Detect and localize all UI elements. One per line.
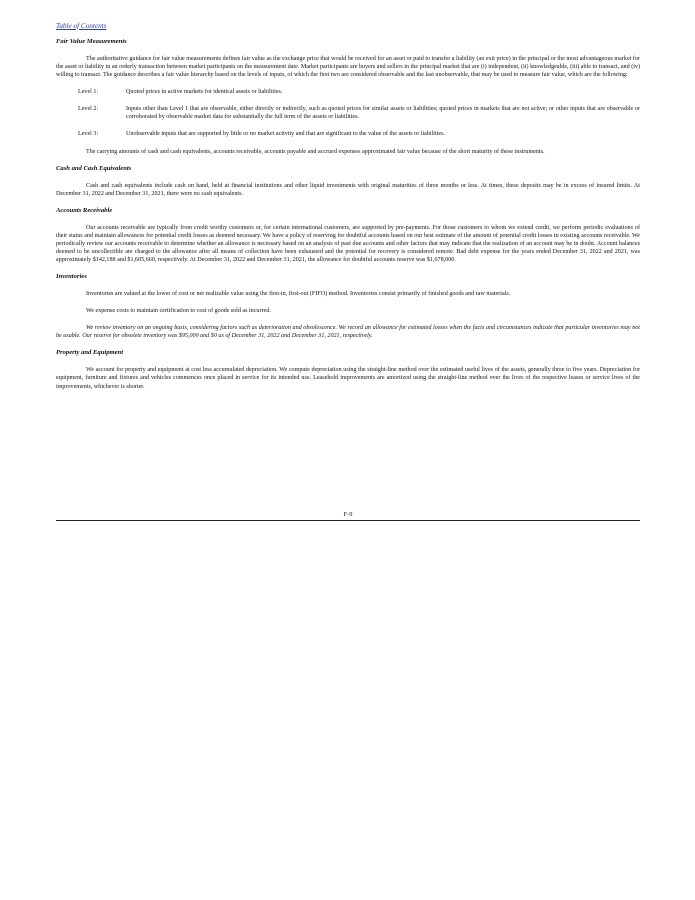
property-heading: Property and Equipment — [56, 349, 124, 357]
fair-value-paragraph-1: The authoritative guidance for fair value measurements defines fair value as the exchange price that would be received for an asset or paid to transfer a liability (an exit price) in the principal or the most advantageous market for the asset or liability in an orderly transaction between market participants on the measurement date. Market participants are buyers and sellers in the principal market that are (i) independent, (ii) knowledgeable, (iii) able to transact, and (iv) willing to transact. The guidance describes a fair value hierarchy based on the levels of inputs, of which the first two are considered observable and the last unobservable, that may be used to measure fair value, which are the following: — [56, 55, 640, 79]
inventories-section — [56, 273, 640, 340]
receivable-section — [56, 207, 640, 264]
receivable-paragraph: Our accounts receivable are typically from credit worthy customers or, for certain international customers, are supported by pre-payments. For those customers to whom we extend credit, we perform periodic evaluations of their status and maintain allowances for potential credit losses as deemed necessary. We have a policy of reserving for doubtful accounts based on our best estimate of the amount of potential credit losses in existing accounts receivable. We periodically review our accounts receivable to determine whether an allowance is necessary based on an analysis of past due accounts and other factors that may indicate that the realization of an account may be in doubt. Account balances deemed to be uncollectible are charged to the allowance after all means of collection have been exhausted and the potential for recovery is considered remote. Bad debt expense for the years ended December 31, 2022 and 2021, was approximately $142,188 and $1,605,660, respectively. At December 31, 2022 and December 31, 2021, the allowance for doubtful accounts reserve was $1,678,000. — [56, 224, 640, 264]
footer-divider — [56, 520, 640, 521]
level-text: Unobservable inputs that are supported by little or no market activity and that are significant to the value of the assets or liabilities. — [126, 131, 445, 138]
inventories-heading: Inventories — [56, 273, 87, 281]
fair-value-paragraph-2: The carrying amounts of cash and cash equivalents, accounts receivable, accounts payable and accrued expenses approximated fair value because of the short maturity of these instruments. — [86, 148, 545, 155]
level-text: Quoted prices in active markets for identical assets or liabilities. — [126, 89, 283, 96]
fair-value-heading: Fair Value Measurements — [56, 38, 127, 45]
document-page — [56, 22, 640, 400]
cash-section — [56, 165, 640, 198]
cash-heading: Cash and Cash Equivalents — [56, 164, 132, 172]
level-label: Level 1: — [78, 89, 99, 96]
cash-paragraph: Cash and cash equivalents include cash on hand, held at financial institutions and other liquid investments with original maturities of three months or less. At times, these deposits may be in excess of insured limits. At December 31, 2022 and December 31, 2021, there were no cash equivalents. — [56, 182, 640, 197]
level-label: Level 3: — [78, 131, 99, 138]
receivable-heading: Accounts Receivable — [56, 206, 113, 214]
inventories-paragraph-2: We expense costs to maintain certification to cost of goods sold as incurred. — [86, 308, 271, 315]
page-number: F-9 — [343, 511, 353, 518]
level-1-item — [56, 88, 640, 96]
level-label: Level 2: — [78, 106, 99, 113]
table-of-contents-link[interactable]: Table of Contents — [56, 22, 107, 30]
fair-value-section — [56, 38, 640, 156]
inventories-paragraph-3: We review inventory on an ongoing basis, considering factors such as deterioration and obsolescence. We record an allowance for estimated losses when the facts and circumstances indicate that particular inventories may not be usable. Our reserve for obsolete inventory was $95,000 and $0 as of December 31, 2022 and December 31, 2021, respectively. — [56, 325, 640, 340]
level-3-item — [56, 130, 640, 138]
property-section — [56, 349, 640, 390]
property-paragraph: We account for property and equipment at cost less accumulated depreciation. We compute depreciation using the straight-line method over the estimated useful lives of the assets, generally three to five years. Depreciation for equipment, furniture and fixtures and vehicles commences once placed in service for its intended use. Leasehold improvements are amortized using the straight-line method over the lives of the respective leases or service lives of the improvements, whichever is shorter. — [56, 367, 640, 390]
level-2-item — [56, 105, 640, 121]
inventories-paragraph-1: Inventories are valued at the lower of cost or net realizable value using the first-in, first-out (FIFO) method. Inventories consist primarily of finished goods and raw materials. — [86, 291, 511, 298]
level-text: Inputs other than Level 1 that are observable, either directly or indirectly, such as quoted prices for similar assets or liabilities; quoted prices in markets that are not active; or other inputs that are observable or corroborated by observable market data for substantially the full term of the assets or liabilities. — [126, 106, 640, 121]
